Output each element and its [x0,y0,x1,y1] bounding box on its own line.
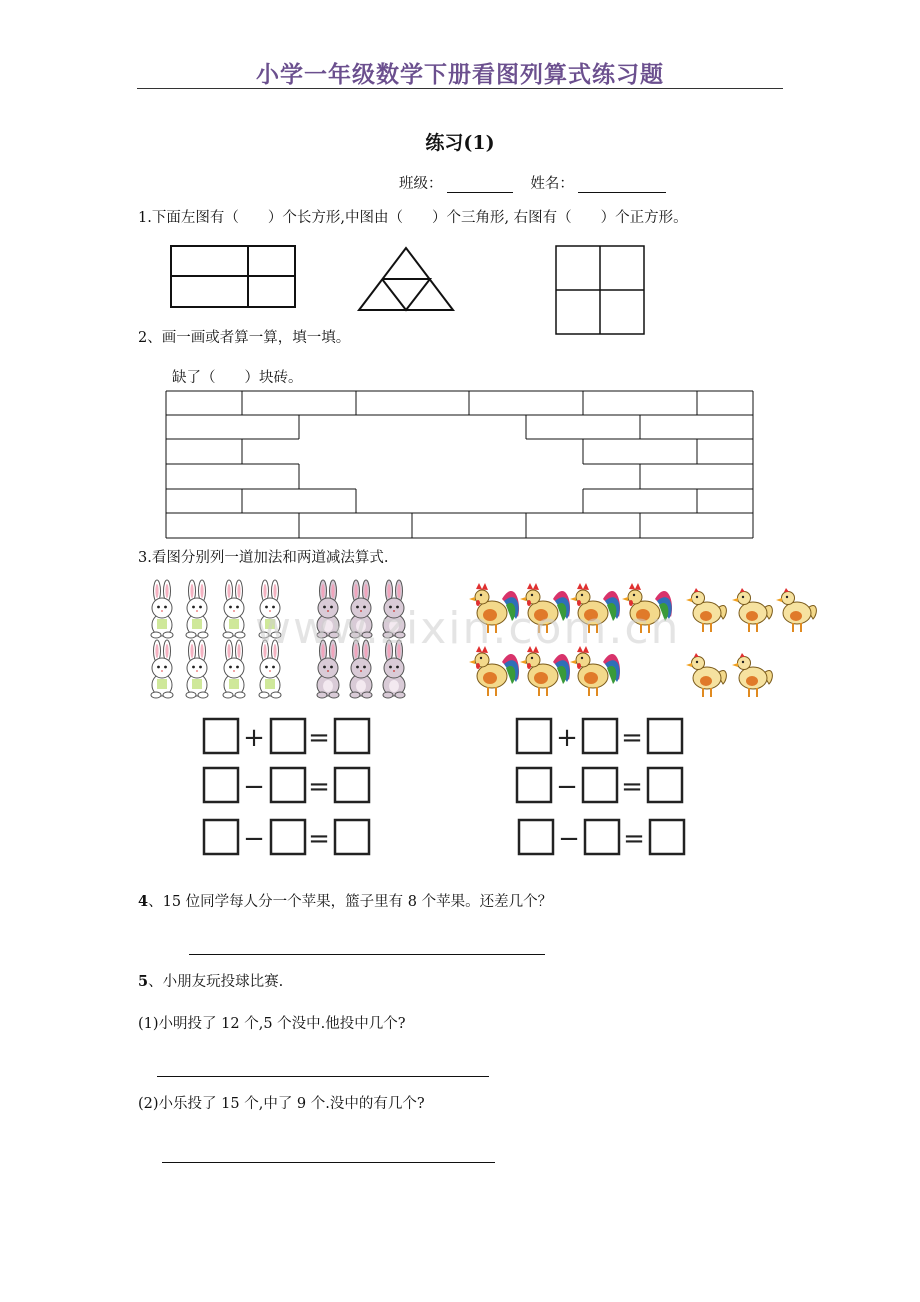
question-5-sub2: (2)小乐投了 15 个,中了 9 个.没中的有几个? [138,1096,425,1112]
answer-box [517,768,551,802]
answer-box [204,719,238,753]
equals-sign: = [621,772,643,802]
equals-sign: = [621,723,643,753]
answer-box [583,719,617,753]
class-label: 班级： [399,176,443,192]
question-5-sub1: (1)小明投了 12 个,5 个没中.他投中几个? [138,1016,406,1032]
minus-sign: − [243,772,265,802]
question-4-number: 4 [138,893,149,910]
answer-box [271,719,305,753]
question-2-text: 2、画一画或者算一算，填一填。 [138,330,351,346]
equations-right [517,719,684,854]
answer-box [204,820,238,854]
answer-box [204,768,238,802]
question-4-text [138,890,552,911]
question-5-text [138,970,283,991]
answer-box [517,719,551,753]
equals-sign: = [308,824,330,854]
question-2-sub: 缺了（ ）块砖。 [172,370,303,386]
answer-box [271,820,305,854]
answer-box [648,719,682,753]
equations-left [204,719,369,854]
hens [686,588,816,697]
name-label: 姓名： [530,176,574,192]
watermark: www.zixin.com.cn [255,603,681,654]
document-title: 小学一年级数学下册看图列算式练习题 [256,62,664,88]
question-1-text: 1.下面左图有（ ）个长方形,中图由（ ）个三角形, 右图有（ ）个正方形。 [138,210,688,226]
minus-sign: − [556,772,578,802]
question-5-number: 5 [138,973,149,990]
plus-sign: + [243,723,265,753]
question-4-body: 、15 位同学每人分一个苹果，篮子里有 8 个苹果。还差几个？ [148,894,553,910]
answer-box [335,820,369,854]
answer-box [648,768,682,802]
question-5-body: 、小朋友玩投球比赛. [148,974,284,990]
plus-sign: + [556,723,578,753]
answer-line-4[interactable] [189,954,545,955]
answer-line-5-2[interactable] [162,1162,495,1163]
answer-box [519,820,553,854]
answer-box [335,719,369,753]
answer-box [583,768,617,802]
answer-box [585,820,619,854]
equals-sign: = [308,772,330,802]
answer-box [271,768,305,802]
minus-sign: − [558,824,580,854]
equals-sign: = [308,723,330,753]
section-title: 练习(1) [425,132,495,154]
question-3-text: 3.看图分别列一道加法和两道减法算式. [138,550,389,566]
minus-sign: − [243,824,265,854]
answer-box [335,768,369,802]
equals-sign: = [623,824,645,854]
answer-line-5-1[interactable] [157,1076,489,1077]
answer-box [650,820,684,854]
